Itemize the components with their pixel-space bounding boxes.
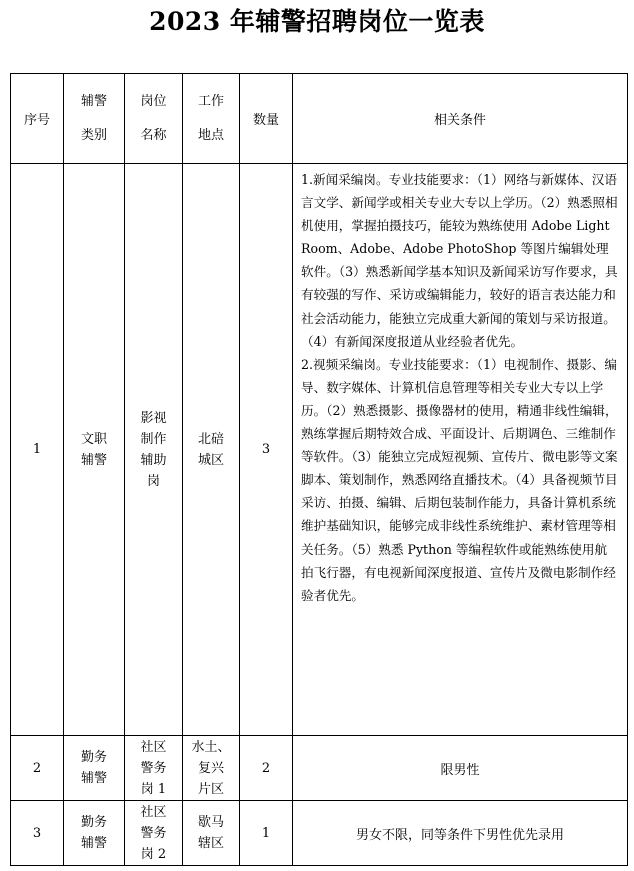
table-row — [11, 164, 628, 736]
header-location: 工作 地点 — [183, 74, 240, 164]
cell-position: 社区 警务 岗 2 — [125, 801, 183, 866]
cell-conditions: 1.新闻采编岗。专业技能要求：（1）网络与新媒体、汉语言文学、新闻学或相关专业大专以上学历。（2）熟悉照相机使用，掌握拍摄技巧，能较为熟练使用 Adobe LightRoom、Adobe、Adobe PhotoShop 等图片编辑处理软件。（3）熟悉新闻学基本知识及新闻采访写作要求，具有较强的写作、采访或编辑能力，较好的语言表达能力和社会活动能力，能独立完成重大新闻的策划与采访报道。（4）有新闻深度报道从业经验者优先。 2.视频采编岗。专业技能要求：（1）电视制作、摄影、编导、数字媒体、计算机信息管理等相关专业大专以上学历。（2）熟悉摄影、摄像器材的使用，精通非线性编辑，熟练掌握后期特效合成、平面设计、后期调色、三维制作等软件。（3）能独立完成短视频、宣传片、微电影等文案脚本、策划制作，熟悉网络直播技术。（4）具备视频节目采访、拍摄、编辑、后期包装制作能力，具备计算机系统维护基础知识，能够完成非线性系统维护、素材管理等相关任务。（5）熟悉 Python 等编程软件或能熟练使用航拍飞行器，有电视新闻深度报道、宣传片及微电影制作经验者优先。 — [293, 164, 628, 736]
cell-position: 社区 警务 岗 1 — [125, 736, 183, 801]
cell-position: 影视 制作 辅助 岗 — [125, 164, 183, 736]
cell-location: 歇马 辖区 — [183, 801, 240, 866]
header-position: 岗位 名称 — [125, 74, 183, 164]
cell-count: 3 — [240, 164, 293, 736]
page-title: 2023 年辅警招聘岗位一览表 — [149, 7, 485, 36]
cell-location: 北碚 城区 — [183, 164, 240, 736]
header-seq: 序号 — [11, 74, 64, 164]
cell-count: 1 — [240, 801, 293, 866]
header-count: 数量 — [240, 74, 293, 164]
table-row — [11, 801, 628, 866]
cell-count: 2 — [240, 736, 293, 801]
cell-category: 文职 辅警 — [64, 164, 125, 736]
cell-conditions: 男女不限，同等条件下男性优先录用 — [293, 801, 628, 866]
cell-conditions: 限男性 — [293, 736, 628, 801]
table-header-row — [11, 74, 628, 164]
header-category: 辅警 类别 — [64, 74, 125, 164]
cell-seq: 1 — [11, 164, 64, 736]
recruitment-table — [10, 73, 628, 866]
cell-category: 勤务 辅警 — [64, 801, 125, 866]
cell-seq: 3 — [11, 801, 64, 866]
cell-seq: 2 — [11, 736, 64, 801]
header-conditions: 相关条件 — [293, 74, 628, 164]
cell-category: 勤务 辅警 — [64, 736, 125, 801]
cell-location: 水土、 复兴 片区 — [183, 736, 240, 801]
table-row — [11, 736, 628, 801]
